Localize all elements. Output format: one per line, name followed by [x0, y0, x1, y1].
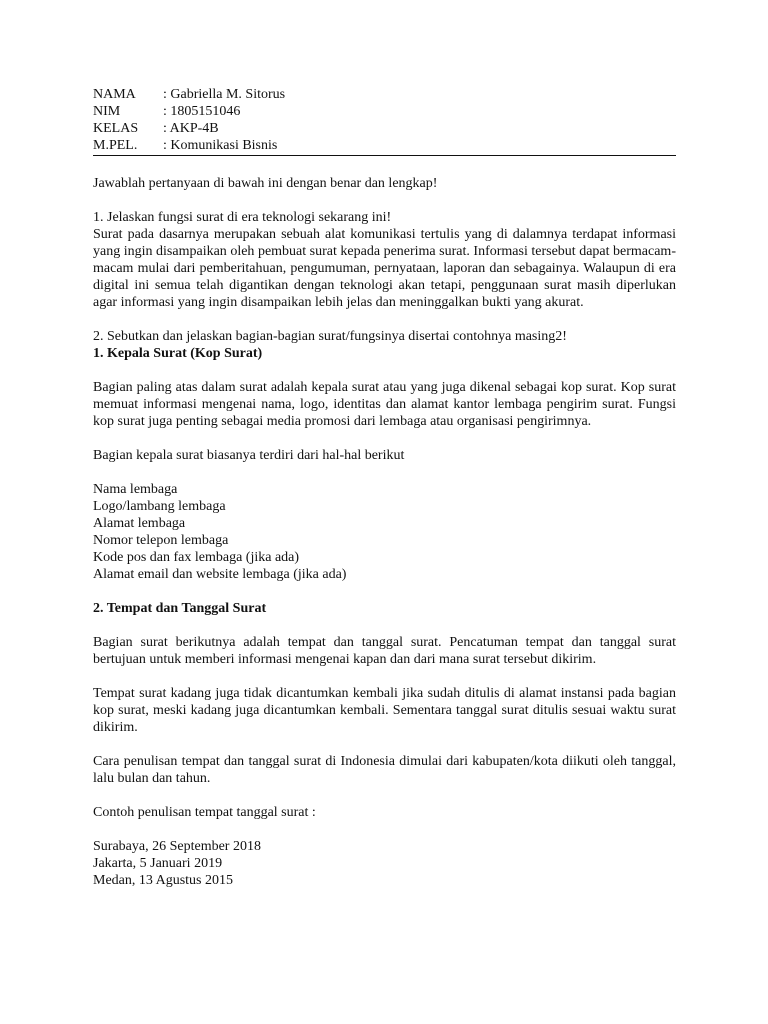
instruction-text: Jawablah pertanyaan di bawah ini dengan benar dan lengkap!: [93, 176, 438, 191]
header-row-kelas: [93, 120, 676, 137]
student-info-header: [93, 86, 676, 154]
header-label: NIM: [93, 104, 121, 119]
answer-1: Surat pada dasarnya merupakan sebuah alat komunikasi tertulis yang di dalamnya terdapat informasi yang ingin disampaikan oleh pembuat surat kepada penerima surat. Informasi tersebut dapat bermacam-macam mulai dari pemberitahuan, pengumuman, pernyataan, laporan dan sebagainya. Walaupun di era digital ini semua telah digantikan dengan teknologi akan tetapi, penggunaan surat masih diperlukan agar informasi yang ingin disampaikan lebih jelas dan meninggalkan bukti yang akurat.: [93, 227, 676, 310]
question-1: 1. Jelaskan fungsi surat di era teknologi sekarang ini!: [93, 210, 392, 225]
header-value: : Gabriella M. Sitorus: [163, 87, 286, 102]
list-item: Alamat lembaga: [93, 516, 186, 531]
header-label: M.PEL.: [93, 138, 138, 153]
section-2-paragraph-2: Tempat surat kadang juga tidak dicantumkan kembali jika sudah ditulis di alamat instansi pada bagian kop surat, meski kadang juga dicantumkan kembali. Sementara tanggal surat ditulis sesuai waktu surat dikirim.: [93, 686, 676, 735]
header-value: : 1805151046: [163, 104, 241, 119]
document-body: [93, 175, 676, 889]
section-2-paragraph-3: Cara penulisan tempat dan tanggal surat di Indonesia dimulai dari kabupaten/kota diikuti oleh tanggal, lalu bulan dan tahun.: [93, 754, 676, 786]
header-divider: [93, 155, 676, 156]
header-row-nama: [93, 86, 676, 103]
question-2: 2. Sebutkan dan jelaskan bagian-bagian surat/fungsinya disertai contohnya masing2!: [93, 329, 567, 344]
list-item: Nomor telepon lembaga: [93, 533, 229, 548]
header-label: NAMA: [93, 87, 136, 102]
section-1-paragraph-2: Bagian kepala surat biasanya terdiri dari hal-hal berikut: [93, 448, 405, 463]
list-item: Logo/lambang lembaga: [93, 499, 226, 514]
section-1-title: 1. Kepala Surat (Kop Surat): [93, 346, 263, 361]
header-value: : AKP-4B: [163, 121, 219, 136]
header-value: : Komunikasi Bisnis: [163, 138, 278, 153]
section-2-paragraph-1: Bagian surat berikutnya adalah tempat dan tanggal surat. Pencatuman tempat dan tanggal surat bertujuan untuk memberi informasi mengenai kapan dan dari mana surat tersebut dikirim.: [93, 635, 676, 667]
date-example: Jakarta, 5 Januari 2019: [93, 856, 223, 871]
list-item: Alamat email dan website lembaga (jika ada): [93, 567, 347, 582]
section-2-paragraph-4: Contoh penulisan tempat tanggal surat :: [93, 805, 316, 820]
section-2-title: 2. Tempat dan Tanggal Surat: [93, 601, 267, 616]
header-row-mpel: [93, 137, 676, 154]
header-label: KELAS: [93, 121, 139, 136]
list-item: Nama lembaga: [93, 482, 178, 497]
list-item: Kode pos dan fax lembaga (jika ada): [93, 550, 300, 565]
header-row-nim: [93, 103, 676, 120]
date-example: Medan, 13 Agustus 2015: [93, 873, 233, 888]
date-example: Surabaya, 26 September 2018: [93, 839, 261, 854]
section-1-paragraph-1: Bagian paling atas dalam surat adalah kepala surat atau yang juga dikenal sebagai kop surat. Kop surat memuat informasi mengenai nama, logo, identitas dan alamat kantor lembaga pengirim surat. Fungsi kop surat juga penting sebagai media promosi dari lembaga atau organisasi pengirimnya.: [93, 380, 676, 429]
